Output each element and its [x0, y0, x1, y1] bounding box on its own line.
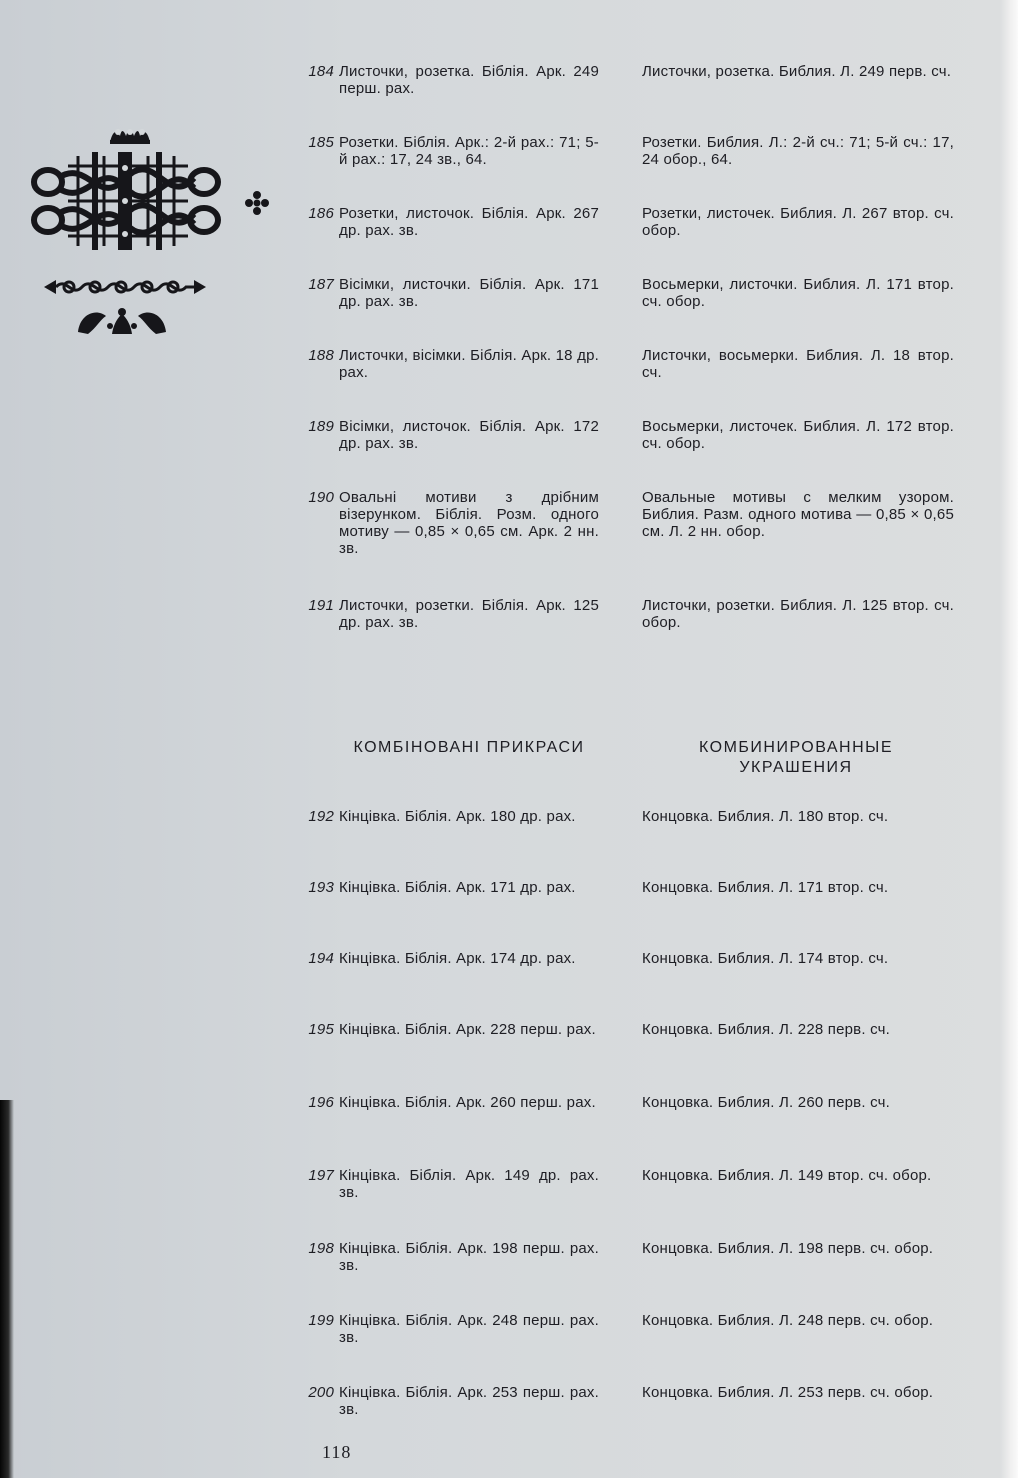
entry-number: 191 — [308, 597, 334, 614]
entry-description-ru: Листочки, розетка. Библия. Л. 249 перв. сч. — [642, 63, 952, 80]
entry-description-ru: Концовка. Библия. Л. 171 втор. сч. — [642, 879, 889, 896]
entry-number: 200 — [308, 1384, 334, 1401]
entry-description-ru: Листочки, восьмерки. Библия. Л. 18 втор. сч. — [642, 347, 954, 381]
entry-description-ru: Овальные мотивы с мелким узором. Библия. Разм. одного мотива — 0,85 × 0,65 см. Л. 2 нн. обор. — [642, 489, 954, 540]
entry-description-uk: Кінцівка. Біблія. Арк. 171 др. рах. — [339, 879, 576, 896]
entry-description-ru: Концовка. Библия. Л. 248 перв. сч. обор. — [642, 1312, 934, 1329]
entry-description-uk: Листочки, розетки. Біблія. Арк. 125 др. рах. зв. — [339, 597, 599, 631]
entry-description-ru: Концовка. Библия. Л. 228 перв. сч. — [642, 1021, 890, 1038]
entry-number: 195 — [308, 1021, 334, 1038]
small-top-ornament — [108, 122, 152, 146]
entry-description-uk: Кінцівка. Біблія. Арк. 253 перш. рах. зв. — [339, 1384, 599, 1418]
section-heading-uk: КОМБІНОВАНІ ПРИКРАСИ — [353, 739, 585, 756]
entry-number: 190 — [308, 489, 334, 506]
entry-description-uk: Кінцівка. Біблія. Арк. 174 др. рах. — [339, 950, 576, 967]
leaf-cluster-ornament — [74, 306, 170, 338]
entry-description-ru: Концовка. Библия. Л. 198 перв. сч. обор. — [642, 1240, 934, 1257]
entry-description-ru: Розетки. Библия. Л.: 2-й сч.: 71; 5-й сч.: 17, 24 обор., 64. — [642, 134, 954, 168]
entry-number: 192 — [308, 808, 334, 825]
entry-number: 197 — [308, 1167, 334, 1184]
page-edge-shadow — [0, 1100, 14, 1478]
entry-description-uk: Кінцівка. Біблія. Арк. 228 перш. рах. — [339, 1021, 596, 1038]
entry-description-uk: Листочки, вісімки. Біблія. Арк. 18 др. рах. — [339, 347, 599, 381]
entry-description-ru: Восьмерки, листочек. Библия. Л. 172 втор. сч. обор. — [642, 418, 954, 452]
entry-number: 199 — [308, 1312, 334, 1329]
entry-description-ru: Концовка. Библия. Л. 260 перв. сч. — [642, 1094, 890, 1111]
entry-number: 193 — [308, 879, 334, 896]
entry-number: 198 — [308, 1240, 334, 1257]
entry-number: 189 — [308, 418, 334, 435]
entry-description-ru: Розетки, листочек. Библия. Л. 267 втор. сч. обор. — [642, 205, 954, 239]
entry-description-uk: Кінцівка. Біблія. Арк. 260 перш. рах. — [339, 1094, 596, 1111]
entry-description-uk: Вісімки, листочок. Біблія. Арк. 172 др. рах. зв. — [339, 418, 599, 452]
entry-description-ru: Концовка. Библия. Л. 180 втор. сч. — [642, 808, 889, 825]
entry-description-uk: Кінцівка. Біблія. Арк. 180 др. рах. — [339, 808, 576, 825]
page-right-edge — [1000, 0, 1018, 1478]
entry-number: 185 — [308, 134, 334, 151]
cross-rosette-ornament — [244, 190, 270, 216]
knotwork-ornament — [28, 148, 224, 252]
entry-number: 186 — [308, 205, 334, 222]
vine-band-ornament — [42, 276, 208, 298]
entry-number: 196 — [308, 1094, 334, 1111]
entry-description-ru: Концовка. Библия. Л. 149 втор. сч. обор. — [642, 1167, 932, 1184]
section-heading-ru: КОМБИНИРОВАННЫЕ УКРАШЕНИЯ — [699, 739, 893, 776]
entry-description-ru: Восьмерки, листочки. Библия. Л. 171 втор. сч. обор. — [642, 276, 954, 310]
entry-description-uk: Кінцівка. Біблія. Арк. 149 др. рах. зв. — [339, 1167, 599, 1201]
entry-description-uk: Кінцівка. Біблія. Арк. 198 перш. рах. зв. — [339, 1240, 599, 1274]
entry-description-uk: Кінцівка. Біблія. Арк. 248 перш. рах. зв. — [339, 1312, 599, 1346]
entry-number: 194 — [308, 950, 334, 967]
entry-description-ru: Концовка. Библия. Л. 174 втор. сч. — [642, 950, 889, 967]
entry-description-uk: Розетки. Біблія. Арк.: 2-й рах.: 71; 5-й рах.: 17, 24 зв., 64. — [339, 134, 599, 168]
entry-description-uk: Листочки, розетка. Біблія. Арк. 249 перш. рах. — [339, 63, 599, 97]
entry-description-uk: Овальні мотиви з дрібним візерунком. Біблія. Розм. одного мотиву — 0,85 × 0,65 см. Арк. 2 нн. зв. — [339, 489, 599, 557]
entry-description-uk: Вісімки, листочки. Біблія. Арк. 171 др. рах. зв. — [339, 276, 599, 310]
entry-number: 184 — [308, 63, 334, 80]
entry-number: 188 — [308, 347, 334, 364]
entry-number: 187 — [308, 276, 334, 293]
entry-description-uk: Розетки, листочок. Біблія. Арк. 267 др. рах. зв. — [339, 205, 599, 239]
page-number: 118 — [322, 1442, 352, 1462]
entry-description-ru: Листочки, розетки. Библия. Л. 125 втор. сч. обор. — [642, 597, 954, 631]
entry-description-ru: Концовка. Библия. Л. 253 перв. сч. обор. — [642, 1384, 934, 1401]
